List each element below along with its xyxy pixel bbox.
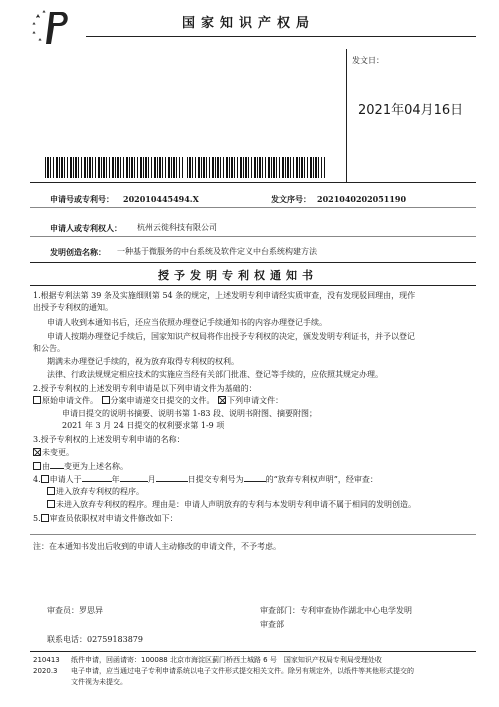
date-box-border [346, 49, 347, 182]
footer-mail-info: 纸件申请，回函请寄：100088 北京市海淀区蓟门桥西土城路 6 号 国家知识产权局专利局受理处收 [71, 656, 382, 664]
dept-label: 审查部门： [260, 606, 300, 615]
serial-no: 2021040202051190 [317, 194, 407, 204]
s3-checkbox-unchanged[interactable] [33, 448, 41, 456]
s2-detail2: 2021 年 3 月 24 日提交的权利要求第 1-9 项 [62, 421, 225, 430]
s3-opt1: 未变更。 [42, 448, 74, 457]
application-no: 202010445494.X [123, 194, 199, 204]
s3-opt1-row [33, 447, 74, 459]
rule-2 [30, 236, 476, 237]
s5-text: 审查员依职权对申请文件修改如下： [49, 514, 178, 523]
office-name: 国家知识产权局 [182, 16, 316, 31]
s4-line [33, 473, 378, 486]
footer-code-2: 2020.3 [33, 667, 58, 675]
s4-opt2: 未进入放弃专利权的程序。理由是：申请人声明放弃的专利与本发明专利申请不属于相同的发明创造。 [56, 500, 416, 509]
s2-checkbox-divisional[interactable] [102, 396, 110, 404]
dept-name-line2: 审查部 [260, 620, 284, 629]
s1-p5: 法律、行政法规规定相应技术的实施应当经有关部门批准、登记等手续的，应依照其规定办理。 [47, 370, 383, 379]
s5-row [33, 513, 178, 525]
cnipa-logo-icon [30, 6, 72, 46]
s3-opt2-row [33, 460, 128, 473]
note: 注：在本通知书发出后收到的申请人主动修改的申请文件，不予考虑。 [33, 542, 281, 551]
serial-no-label: 发文序号： [271, 194, 311, 204]
phone-number: 02759183879 [87, 635, 143, 644]
rule-bottom [30, 651, 476, 652]
s5-checkbox[interactable] [41, 514, 49, 522]
s4-text-d: 日提交专利号为 [187, 475, 244, 484]
s2-checkbox-original[interactable] [33, 396, 41, 404]
header-rule [86, 36, 476, 37]
rule-5 [30, 534, 476, 535]
s3-opt2-prefix: 由 [42, 462, 50, 471]
s3-opt2-suffix: 变更为上述名称。 [64, 462, 128, 471]
s2-opt3: 下列申请文件： [227, 396, 284, 405]
barcode-left [45, 157, 183, 178]
s4-year-blank [82, 473, 112, 482]
dept-row [260, 605, 412, 617]
send-date-value: 2021年04月16日 [358, 103, 464, 118]
s2-opt1: 原始申请文件。 [42, 396, 98, 405]
s4-checkbox[interactable] [41, 475, 49, 483]
rule-3 [30, 262, 476, 263]
s1-p1a: 1.根据专利法第 39 条及实施细则第 54 条的规定，上述发明专利申请经实质审查，没有发现驳回理由，现作 [33, 291, 416, 300]
s1-p4: 期满未办理登记手续的，视为放弃取得专利权的权利。 [47, 357, 239, 366]
s3-checkbox-changed[interactable] [33, 462, 41, 470]
examiner-row [47, 605, 103, 617]
s3-heading: 3.授予专利权的上述发明专利申请的名称： [33, 435, 185, 444]
invention-title: 一种基于微服务的中台系统及软件定义中台系统构建方法 [117, 247, 317, 256]
s2-options [33, 395, 283, 407]
send-date-label: 发文日： [352, 56, 384, 65]
s4-text-e: 的“放弃专利权声明”，经审查： [265, 475, 378, 484]
footer-e-filing-info: 电子申请，应当通过电子专利申请系统以电子文件形式提交相关文件。除另有规定外，以纸件等其他形式提交的 [71, 667, 414, 675]
s4-patent-no-blank [244, 473, 266, 482]
phone-label: 联系电话： [47, 635, 87, 644]
barcode-right [187, 157, 325, 178]
s5-num: 5. [33, 514, 41, 523]
s1-p1b: 出授予专利权的通知。 [33, 303, 113, 312]
applicant: 杭州云徙科技有限公司 [137, 223, 217, 232]
s4-day-blank [156, 473, 188, 482]
s2-detail1: 申请日提交的说明书摘要、说明书第 1-83 段、说明书附图、摘要附图； [62, 409, 318, 418]
s4-checkbox-enter[interactable] [47, 487, 55, 495]
invention-label: 发明创造名称： [50, 247, 106, 257]
s3-old-name-blank [50, 460, 64, 469]
footer-code-1: 210413 [33, 656, 60, 664]
s4-text-b: 年 [111, 475, 120, 484]
rule-top [30, 182, 476, 183]
s4-month-blank [120, 473, 148, 482]
s4-num: 4. [33, 475, 41, 484]
phone-row [47, 634, 143, 646]
s4-opt2-row [47, 499, 416, 511]
s4-text-a: 申请人于 [49, 475, 82, 484]
applicant-label: 申请人或专利权人： [50, 223, 122, 233]
s4-checkbox-not-enter[interactable] [47, 500, 55, 508]
s2-heading: 2.授予专利权的上述发明专利申请是以下列申请文件为基础的： [33, 384, 257, 393]
rule-1 [30, 207, 476, 208]
footer-e-filing-info-2: 文件视为未提交。 [71, 678, 127, 686]
s4-text-c: 月 [147, 475, 156, 484]
application-no-label: 申请号或专利号： [50, 194, 114, 204]
s2-opt2: 分案申请递交日提交的文件。 [110, 396, 215, 405]
s2-checkbox-following[interactable] [218, 396, 226, 404]
examiner-name: 罗思异 [79, 606, 103, 615]
dept-name: 专利审查协作湖北中心电学发明 [300, 606, 412, 615]
s4-opt1-row [47, 486, 144, 498]
s4-opt1: 进入放弃专利权的程序。 [56, 487, 144, 496]
rule-4 [30, 285, 476, 286]
notice-title: 授予发明专利权通知书 [158, 269, 318, 282]
examiner-label: 审查员： [47, 606, 79, 615]
s1-p2: 申请人收到本通知书后，还应当依照办理登记手续通知书的内容办理登记手续。 [47, 318, 327, 327]
s1-p3a: 申请人按期办理登记手续后，国家知识产权局将作出授予专利权的决定，颁发发明专利证书，并予以登记 [47, 332, 415, 341]
s1-p3b: 和公告。 [33, 344, 65, 353]
